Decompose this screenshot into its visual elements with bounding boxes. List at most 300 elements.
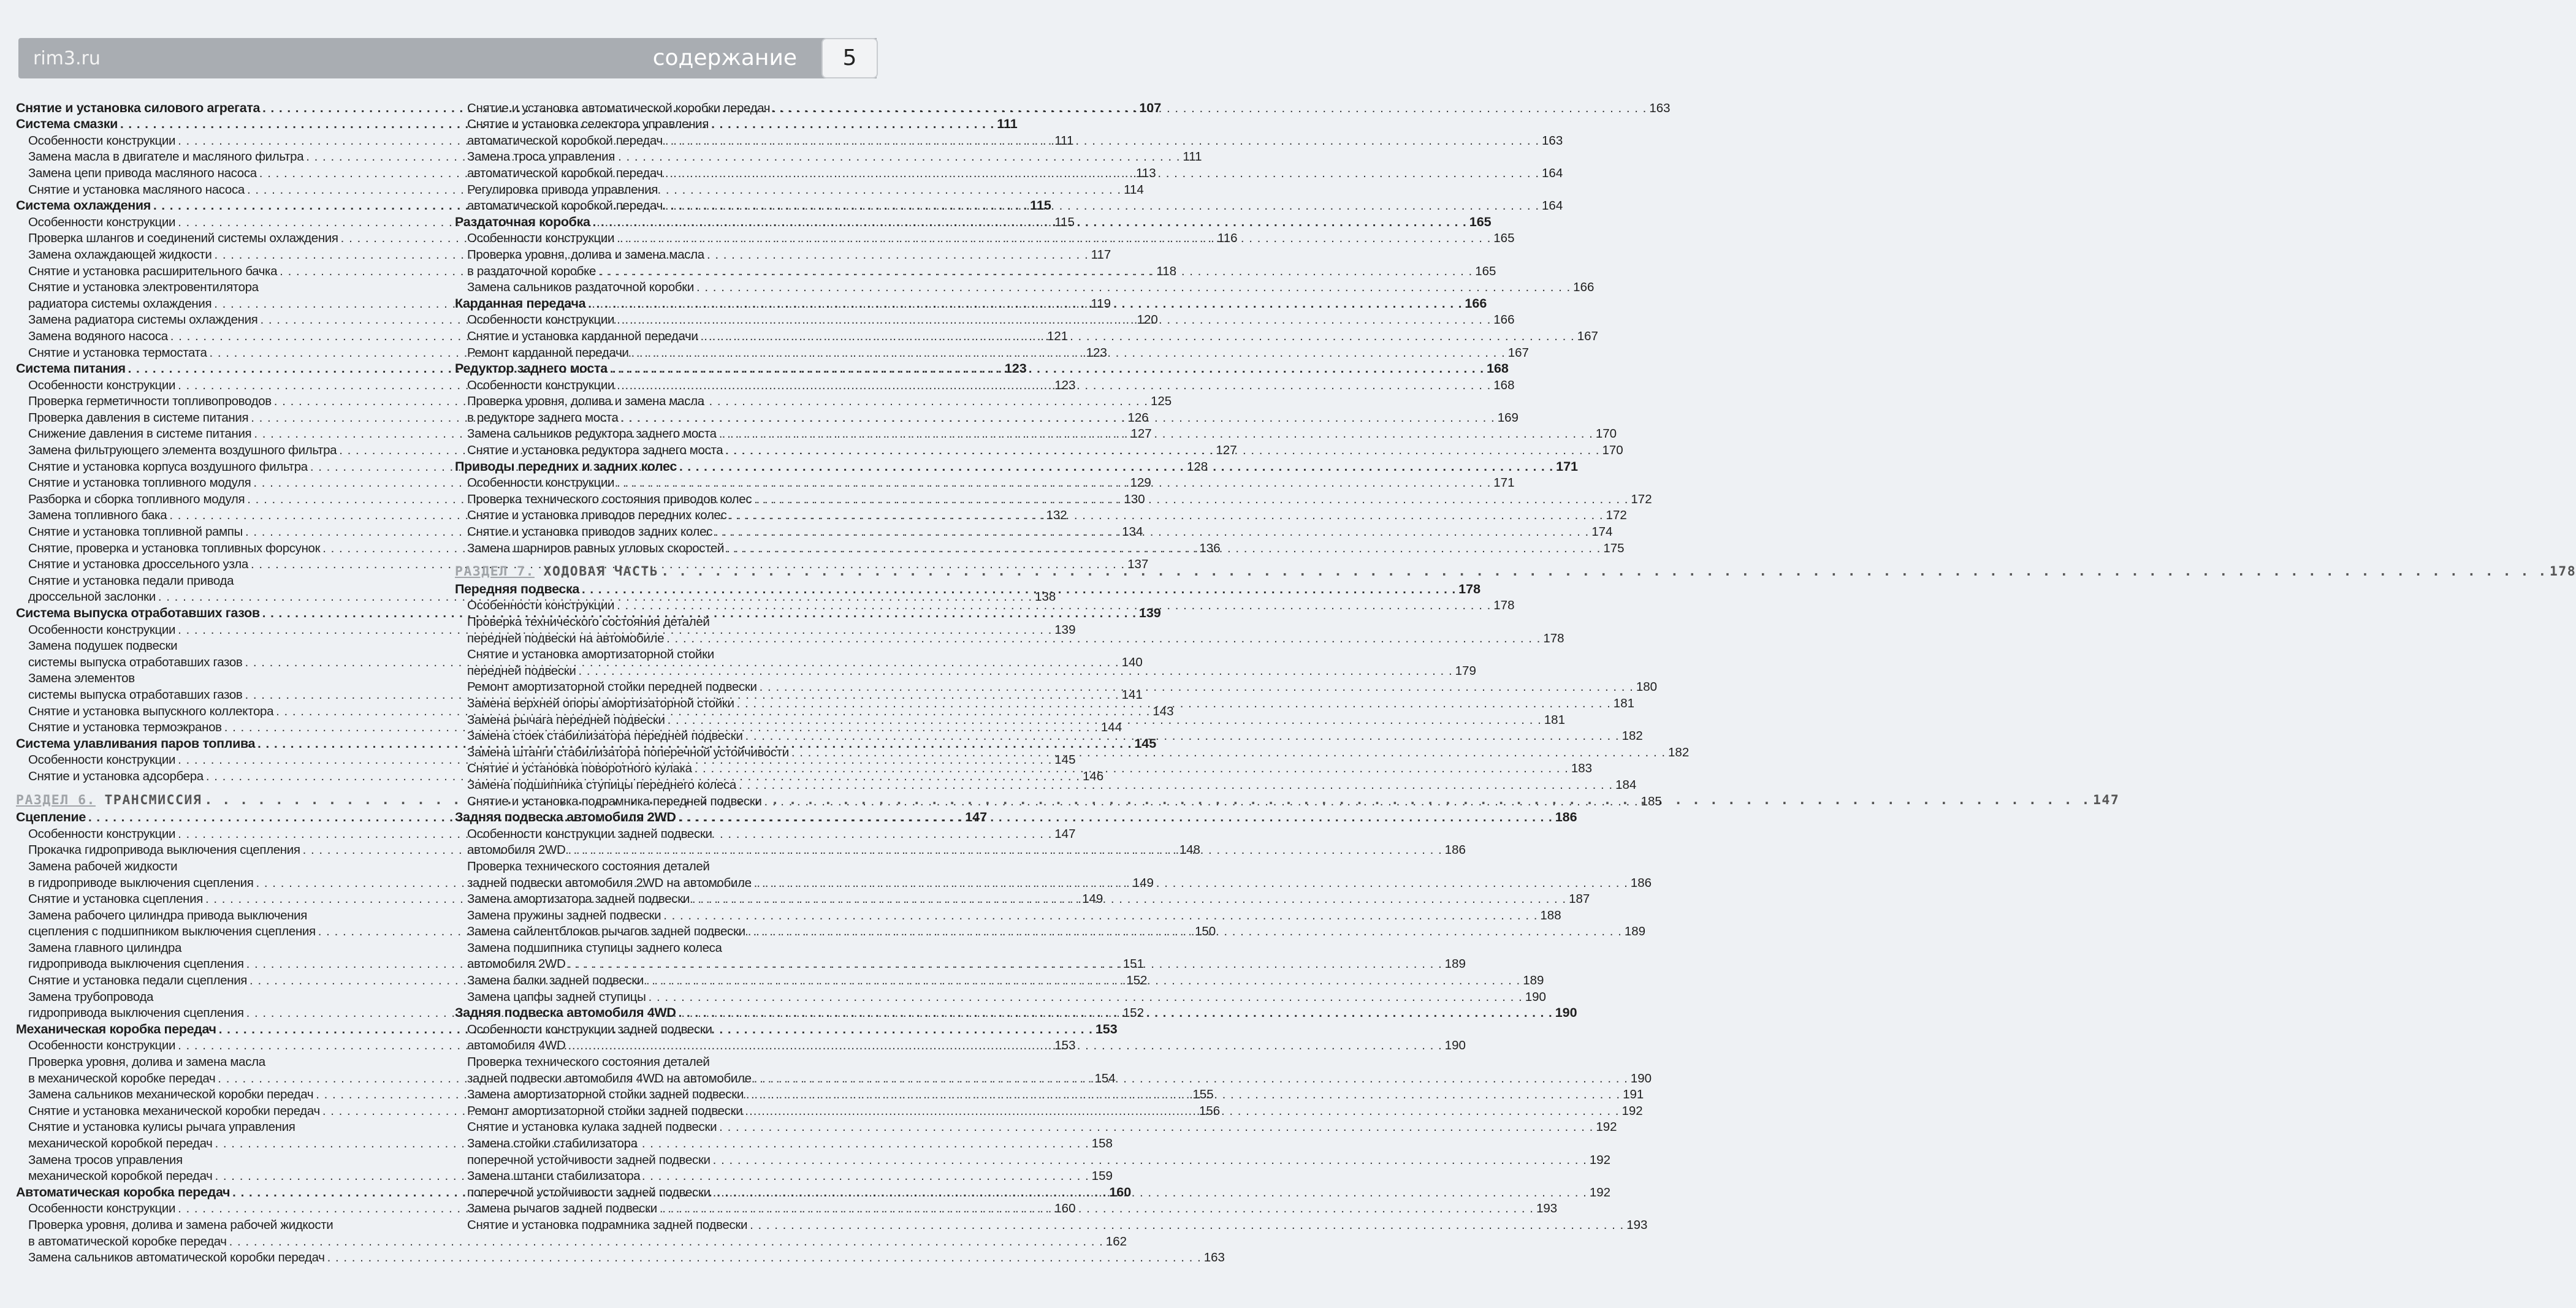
toc-entry-title: Система охлаждения — [16, 198, 151, 213]
toc-entry-title: Замена рычага передней подвески — [467, 712, 665, 727]
toc-page-number: 163 — [1542, 133, 1563, 148]
toc-subentry — [455, 825, 868, 842]
toc-page-number: 178 — [2549, 564, 2576, 580]
toc-leader-dots — [590, 215, 1469, 230]
toc-page-number: 125 — [1150, 394, 1172, 409]
toc-entry-title: Замена амортизаторной стойки задней подвески — [467, 1087, 744, 1102]
toc-leader-dots — [614, 598, 1493, 613]
toc-entry-title: Замена подшипника ступицы заднего колеса — [467, 940, 722, 955]
toc-entry-title: передней подвески на автомобиле — [467, 631, 665, 645]
toc-leader-dots — [723, 443, 1602, 458]
toc-page-number: 169 — [1497, 410, 1519, 425]
toc-subentry — [16, 988, 424, 1005]
toc-entry-title: механической коробкой передач — [28, 1136, 213, 1150]
toc-page-number: 193 — [1536, 1201, 1558, 1216]
toc-page-number: 117 — [1091, 247, 1111, 262]
toc-entry-title: в редукторе заднего моста — [467, 410, 619, 425]
toc-entry-title: Особенности конструкции — [28, 215, 176, 229]
toc-page-number: 115 — [1030, 198, 1051, 213]
toc-entry-title: Снятие и установка масляного насоса — [28, 182, 245, 197]
toc-page-number: 190 — [1525, 989, 1546, 1004]
toc-entry-title: Проверка технического состояния деталей — [467, 859, 710, 873]
toc-entry-title: Редуктор заднего моста — [455, 361, 608, 376]
toc-page-number: 167 — [1577, 329, 1598, 343]
toc-entry-title: в раздаточной коробке — [467, 264, 596, 278]
toc-leader-dots — [596, 264, 1475, 279]
toc-entry-title: Снятие и установка амортизаторной стойки — [467, 647, 714, 662]
toc-page-number: 190 — [1630, 1071, 1652, 1086]
toc-leader-dots — [711, 1152, 1590, 1168]
toc-subentry — [16, 670, 424, 686]
toc-page-number: 178 — [1543, 631, 1564, 645]
toc-page-number: 166 — [1465, 295, 1487, 311]
toc-leader-dots — [747, 1217, 1626, 1233]
toc-page-number: 166 — [1573, 280, 1595, 295]
toc-entry-title: Снятие и установка выпускного коллектора — [28, 704, 274, 718]
toc-leader-dots — [694, 279, 1573, 295]
toc-page-number: 186 — [1555, 810, 1577, 825]
toc-entry-title: Замена пружины задней подвески — [467, 908, 661, 922]
toc-entry-title: Ремонт карданной передачи — [467, 345, 629, 360]
toc-page-number: 190 — [1555, 1005, 1577, 1021]
toc-page-number: 126 — [1127, 410, 1149, 425]
toc-page-number: 111 — [1054, 133, 1074, 148]
toc-leader-dots — [736, 777, 1615, 793]
toc-entry-title: гидропривода выключения сцепления — [28, 1006, 244, 1021]
toc-page-number: 156 — [1199, 1103, 1221, 1118]
toc-leader-dots — [663, 198, 1542, 213]
toc-page-number: 182 — [1668, 745, 1690, 759]
toc-entry-title: Снятие и установка кулисы рычага управления — [28, 1120, 295, 1135]
toc-leader-dots — [566, 842, 1445, 857]
toc-subentry — [455, 988, 1546, 1005]
toc-page-number: 181 — [1544, 712, 1565, 727]
toc-entry-title: Замена цапфы задней ступицы — [467, 989, 646, 1004]
section-title: содержание — [652, 45, 797, 70]
toc-entry-title: механической коробкой передач — [28, 1169, 213, 1184]
toc-page-number: 166 — [1493, 313, 1515, 327]
toc-page-number: 128 — [1186, 459, 1208, 474]
toc-entry-title: Приводы передних и задних колес — [455, 458, 677, 474]
toc-leader-dots — [608, 361, 1487, 376]
toc-page-number: 111 — [997, 116, 1018, 132]
toc-entry-title: Снятие и установка электровентилятора — [28, 280, 259, 295]
toc-leader-dots — [566, 1038, 1445, 1053]
toc-entry-title: Снятие и установка термостата — [28, 345, 207, 360]
toc-entry-title: передней подвески — [467, 663, 576, 678]
toc-entry-title: Система питания — [16, 361, 126, 376]
toc-leader-dots — [614, 378, 1493, 393]
toc-entry-title: Замена трубопровода — [28, 989, 154, 1004]
toc-page-number: 193 — [1626, 1217, 1648, 1232]
toc-entry-title: Проверка уровня, долива и замена масла — [28, 1055, 265, 1070]
toc-page-number: 116 — [1217, 231, 1238, 246]
toc-leader-dots — [619, 410, 1498, 425]
toc-leader-dots — [752, 492, 1631, 507]
toc-page-number: 165 — [1469, 214, 1492, 229]
toc-leader-dots — [227, 1234, 1106, 1249]
toc-entry-title: автомобиля 4WD — [467, 1038, 566, 1053]
toc-entry-title: Снятие и установка приводов передних колес — [467, 508, 727, 523]
toc-entry-title: Проверка давления в системе питания — [28, 410, 249, 425]
toc-leader-dots — [663, 165, 1542, 181]
toc-subentry — [455, 907, 1561, 923]
toc-entry-title: Прокачка гидропривода выключения сцепления — [28, 843, 300, 857]
toc-leader-dots — [717, 426, 1596, 441]
toc-entry-title: Проверка технического состояния деталей — [467, 1055, 710, 1070]
toc-subentry — [455, 1021, 868, 1037]
toc-entry-title: Замена подушек подвески — [28, 639, 178, 653]
toc-leader-dots — [579, 582, 1458, 597]
toc-page-number: 172 — [1631, 492, 1652, 506]
toc-subentry — [455, 857, 868, 874]
toc-entry-title: Снятие и установка термоэкранов — [28, 720, 222, 735]
toc-entry-title: Замена топливного бака — [28, 508, 167, 523]
toc-entry-title: Проверка уровня, долива и замена масла — [467, 247, 704, 262]
toc-entry-title: Снятие и установка корпуса воздушного фильтра — [28, 459, 308, 474]
toc-subentry — [455, 793, 1662, 809]
toc-page-number: 186 — [1630, 875, 1652, 890]
toc-page-number: 139 — [1138, 606, 1161, 620]
toc-page-number: 189 — [1523, 973, 1544, 988]
toc-page-number: 115 — [1054, 215, 1075, 229]
toc-page-number: 152 — [1126, 973, 1148, 988]
toc-page-number: 154 — [1094, 1071, 1116, 1086]
site-name: rim3.ru — [33, 48, 101, 69]
toc-entry-title: Разборка и сборка топливного модуля — [28, 492, 245, 506]
toc-entry-title: Замена верхней опоры амортизаторной стойки — [467, 696, 734, 710]
toc-page-number: 137 — [1127, 557, 1149, 572]
toc-entry-title: Снятие и установка поворотного кулака — [467, 761, 692, 776]
toc-page-number: 127 — [1130, 427, 1152, 441]
toc-page-number: 178 — [1458, 581, 1481, 596]
toc-leader-dots — [657, 1201, 1536, 1216]
toc-page-number: 164 — [1542, 199, 1563, 213]
toc-entry-title: Система смазки — [16, 116, 118, 132]
toc-subentry — [16, 907, 424, 923]
toc-subentry — [16, 939, 424, 956]
toc-entry-title: автомобиля 2WD — [467, 843, 566, 857]
toc-subentry — [16, 637, 424, 654]
toc-page-number: 120 — [1137, 313, 1158, 327]
toc-page-number: 140 — [1121, 655, 1143, 669]
toc-subentry — [455, 246, 868, 262]
toc-leader-dots — [770, 101, 1649, 116]
toc-page-number: 175 — [1603, 541, 1625, 555]
toc-page-number: 111 — [1183, 150, 1202, 164]
toc-page-number: 190 — [1444, 1038, 1466, 1053]
toc-page-number: 165 — [1475, 264, 1496, 278]
toc-leader-dots — [752, 1071, 1631, 1086]
toc-subentry — [455, 279, 1595, 295]
toc-entry-title: Замена сальников раздаточной коробки — [467, 280, 695, 295]
toc-page-number: 158 — [1091, 1136, 1113, 1150]
toc-page-number: 149 — [1082, 892, 1103, 907]
toc-section-name: ТРАНСМИССИЯ — [96, 792, 202, 808]
toc-entry-title: Снятие и установка сцепления — [28, 892, 203, 907]
toc-leader-dots — [566, 956, 1445, 971]
toc-entry-title: Замена масла в двигателе и масляного фильтра — [28, 150, 304, 164]
toc-entry-title: Снятие и установка кулака задней подвески — [467, 1120, 717, 1135]
toc-subentry — [455, 148, 868, 165]
toc-section-title — [16, 793, 202, 808]
toc-page-number: 146 — [1083, 769, 1104, 783]
toc-entry-title: Особенности конструкции — [467, 476, 615, 490]
toc-entry-title: задней подвески автомобиля 4WD на автомобиле — [467, 1071, 752, 1086]
toc-entry-title: Замена стоек стабилизатора передней подвески — [467, 729, 743, 743]
toc-page-number: 171 — [1493, 476, 1515, 490]
toc-subentry — [16, 572, 424, 588]
toc-entry-title: Снятие и установка механической коробки передач — [28, 1103, 320, 1118]
toc-subentry — [455, 181, 868, 197]
toc-entry-title: Проверка уровня, долива и замена рабочей жидкости — [28, 1217, 333, 1232]
toc-subentry — [16, 1119, 424, 1135]
toc-page-number: 163 — [1649, 101, 1671, 115]
toc-page-number: 127 — [1216, 443, 1237, 458]
toc-page-number: 159 — [1091, 1169, 1113, 1184]
toc-section-number: РАЗДЕЛ 7. — [455, 564, 535, 580]
toc-leader-dots — [644, 973, 1523, 988]
toc-entry-title: Замена стойки стабилизатора — [467, 1136, 638, 1150]
toc-entry-title: Сцепление — [16, 810, 86, 825]
toc-subentry — [455, 613, 868, 629]
toc-entry-title: Особенности конструкции задней подвески — [467, 826, 712, 841]
toc-entry-title: Задняя подвеска автомобиля 4WD — [455, 1005, 676, 1021]
toc-leader-dots — [663, 133, 1542, 148]
toc-subentry — [455, 1151, 1611, 1168]
toc-entry-title: Особенности конструкции — [28, 1038, 176, 1053]
toc-leader-dots — [789, 745, 1668, 760]
toc-leader-dots — [676, 1005, 1555, 1021]
toc-leader-dots — [761, 794, 1640, 809]
toc-entry-title: в механической коробке передач — [28, 1071, 216, 1086]
toc-subentry — [455, 1135, 868, 1151]
toc-page-number: 170 — [1602, 443, 1623, 458]
toc-entry-title: Снятие и установка педали привода — [28, 573, 234, 588]
toc-page-number: 155 — [1192, 1087, 1214, 1102]
toc-page-number: 162 — [1105, 1234, 1127, 1249]
toc-leader-dots — [629, 345, 1508, 360]
toc-leader-dots — [712, 524, 1591, 539]
toc-entry-title: Особенности конструкции — [28, 1201, 176, 1216]
toc-page-number: 150 — [1194, 924, 1216, 939]
toc-page-number: 141 — [1121, 687, 1143, 702]
toc-entry-title: Особенности конструкции — [467, 313, 615, 327]
toc-entry-title: Особенности конструкции — [28, 753, 176, 767]
toc-section-name: ХОДОВАЯ ЧАСТЬ — [535, 564, 659, 580]
toc-page-number: 178 — [1493, 598, 1515, 613]
toc-entry-title: Замена штанги стабилизатора поперечной устойчивости — [467, 745, 789, 759]
toc-page-number: 132 — [1046, 508, 1067, 523]
toc-page-number: 185 — [1640, 794, 1662, 808]
toc-page-number: 138 — [1035, 590, 1056, 604]
toc-page-number: 168 — [1486, 361, 1509, 376]
toc-entry-title: Проверка герметичности топливопроводов — [28, 394, 272, 409]
toc-section-number: РАЗДЕЛ 6. — [16, 792, 96, 808]
toc-leader-dots — [698, 329, 1577, 344]
toc-subentry — [455, 116, 868, 132]
toc-entry-title: Задняя подвеска автомобиля 2WD — [455, 810, 676, 825]
toc-entry-title: дроссельной заслонки — [28, 590, 156, 604]
toc-leader-dots — [742, 1103, 1621, 1119]
toc-entry-title: Ремонт амортизаторной стойки задней подвески — [467, 1103, 743, 1118]
toc-entry-title: Замена шарниров равных угловых скоростей — [467, 541, 725, 555]
toc-entry-title: Замена штанги стабилизатора — [467, 1169, 641, 1184]
toc-entry-title: в гидроприводе выключения сцепления — [28, 875, 254, 890]
toc-leader-dots — [664, 631, 1543, 646]
toc-leader-dots — [661, 908, 1540, 923]
toc-leader-dots — [585, 296, 1465, 311]
toc-page-number: 145 — [1134, 736, 1157, 751]
toc-page-number: 165 — [1493, 231, 1515, 246]
toc-entry-title: Замена охлаждающей жидкости — [28, 247, 212, 262]
toc-entry-title: Замена сальников механической коробки передач — [28, 1087, 314, 1102]
toc-leader-dots — [576, 663, 1455, 679]
toc-entry-title: Снятие и установка расширительного бачка — [28, 264, 278, 278]
toc-page-number: 114 — [1124, 182, 1144, 197]
toc-page-number: 192 — [1589, 1185, 1611, 1200]
toc-page-number: 139 — [1054, 622, 1076, 637]
toc-page-number: 168 — [1493, 378, 1515, 392]
toc-subentry — [455, 1119, 1617, 1135]
toc-entry-title: Замена балки задней подвески — [467, 973, 644, 988]
toc-leader-dots — [690, 891, 1569, 907]
toc-entry-title: Снятие и установка редуктора заднего моста — [467, 443, 723, 458]
toc-page-number: 153 — [1095, 1021, 1118, 1036]
toc-page-number: 119 — [1091, 296, 1111, 311]
toc-leader-dots — [665, 712, 1544, 728]
toc-entry-title: радиатора системы охлаждения — [28, 296, 212, 311]
toc-leader-dots — [752, 875, 1631, 891]
toc-entry-title: Замена амортизатора задней подвески — [467, 892, 690, 907]
toc-leader-dots — [745, 924, 1625, 939]
toc-subentry — [455, 939, 868, 956]
toc-entry-title: Замена подшипника ступицы переднего колеса — [467, 777, 736, 792]
toc-entry-title: системы выпуска отработавших газов — [28, 687, 243, 702]
toc-page-number: 118 — [1156, 264, 1177, 278]
toc-page-number: 152 — [1122, 1006, 1144, 1021]
toc-page-number: 123 — [1054, 378, 1076, 392]
toc-entry-title: Система выпуска отработавших газов — [16, 606, 260, 620]
toc-subentry — [455, 393, 868, 409]
toc-leader-dots — [757, 679, 1636, 694]
toc-page-number: 153 — [1054, 1038, 1076, 1053]
toc-entry-title: Снятие и установка силового агрегата — [16, 100, 261, 115]
toc-entry-title: автоматической коробкой передач — [467, 199, 663, 213]
toc-leader-dots — [724, 541, 1603, 556]
toc-page-number: 107 — [1139, 100, 1162, 115]
page-header — [18, 38, 877, 78]
toc-leader-dots — [614, 230, 1493, 246]
toc-subentry — [16, 1216, 424, 1233]
toc-page-number: 192 — [1621, 1103, 1643, 1118]
toc-subentry — [455, 1216, 1648, 1233]
toc-entry-title: Проверка технического состояния деталей — [467, 615, 710, 629]
toc-page-number: 149 — [1132, 875, 1154, 890]
toc-page-number: 160 — [1109, 1184, 1132, 1200]
toc-page-number: 183 — [1571, 761, 1593, 776]
toc-page-number: 147 — [965, 810, 988, 825]
toc-entry-title: Снятие и установка дроссельного узла — [28, 557, 248, 572]
toc-subentry — [455, 1053, 868, 1070]
toc-leader-dots — [676, 810, 1555, 825]
toc-entry-title: Замена главного цилиндра — [28, 940, 182, 955]
toc-leader-dots — [325, 1250, 1204, 1265]
toc-entry-title: Замена рычагов задней подвески — [467, 1201, 657, 1216]
toc-subentry — [16, 1249, 1225, 1266]
toc-entry-title: Замена цепи привода масляного насоса — [28, 165, 257, 180]
toc-entry-title: Карданная передача — [455, 295, 586, 311]
toc-entry-title: Особенности конструкции — [28, 378, 176, 392]
toc-leader-dots — [744, 1087, 1623, 1102]
toc-entry-title: Снятие и установка приводов задних колес — [467, 525, 713, 539]
toc-page-number: 144 — [1100, 720, 1122, 735]
toc-page-number: 143 — [1153, 704, 1174, 718]
toc-page-number: 189 — [1444, 957, 1466, 971]
toc-page-number: 181 — [1613, 696, 1635, 710]
toc-page-number: 163 — [1203, 1250, 1225, 1265]
toc-entry-title: Снятие и установка подрамника задней подвески — [467, 1217, 748, 1232]
toc-page-number: 121 — [1046, 329, 1069, 343]
toc-entry-title: Особенности конструкции — [28, 622, 176, 637]
toc-page-number: 180 — [1636, 680, 1658, 694]
toc-entry-title: Замена сальников автоматической коробки передач — [28, 1250, 325, 1265]
toc-subentry — [16, 857, 424, 874]
toc-page-number: 147 — [2092, 792, 2120, 808]
toc-subentry — [16, 1053, 424, 1070]
toc-entry-title: Механическая коробка передач — [16, 1021, 216, 1036]
toc-entry-title: Особенности конструкции задней подвески — [467, 1022, 712, 1036]
toc-page-number: 187 — [1569, 892, 1590, 907]
toc-page-number: 184 — [1615, 777, 1637, 792]
toc-entry-title: Замена рабочей жидкости — [28, 859, 178, 873]
toc-page-number: 188 — [1540, 908, 1561, 922]
toc-page-number: 123 — [1086, 345, 1107, 360]
toc-entry-title: Проверка уровня, долива и замена масла — [467, 394, 704, 409]
toc-page-number: 182 — [1621, 729, 1643, 743]
toc-leader-dots — [726, 508, 1606, 523]
toc-page-number: 174 — [1591, 525, 1613, 539]
toc-page-number: 123 — [1004, 361, 1027, 376]
toc-page-number: 134 — [1122, 525, 1143, 539]
toc-entry-title: в автоматической коробке передач — [28, 1234, 227, 1249]
toc-entry-title: Раздаточная коробка — [455, 214, 590, 229]
toc-entry-title: Особенности конструкции — [467, 598, 615, 613]
toc-entry-title: Проверка технического состояния приводов колес — [467, 492, 752, 506]
toc-entry-title: Снятие и установка топливного модуля — [28, 476, 251, 490]
toc-page-number: 179 — [1455, 663, 1476, 678]
toc-page-number: 189 — [1624, 924, 1646, 939]
toc-entry-title: Замена фильтрующего элемента воздушного фильтра — [28, 443, 337, 458]
toc-entry-title: Замена рабочего цилиндра привода выключения — [28, 908, 308, 922]
toc-page-number: 151 — [1122, 957, 1144, 971]
toc-entry-title: Ремонт амортизаторной стойки передней подвески — [467, 680, 757, 694]
toc-entry-title: задней подвески автомобиля 2WD на автомобиле — [467, 875, 752, 890]
toc-leader-dots — [646, 989, 1525, 1005]
toc-page-number: 145 — [1054, 753, 1076, 767]
toc-page-number: 171 — [1556, 458, 1578, 474]
toc-entry-title: поперечной устойчивости задней подвески — [467, 1185, 711, 1200]
toc-entry-title: Особенности конструкции — [467, 231, 615, 246]
toc-page-number: 192 — [1589, 1152, 1611, 1167]
toc-entry-title: сцепления с подшипником выключения сцепления — [28, 924, 316, 939]
toc-entry-title: Передняя подвеска — [455, 581, 580, 596]
toc-page-number: 136 — [1199, 541, 1221, 555]
toc-entry-title: Снятие и установка подрамника передней подвески — [467, 794, 762, 808]
toc-leader-dots — [677, 459, 1556, 474]
toc-page-number: 191 — [1623, 1087, 1644, 1102]
toc-entry-title: поперечной устойчивости задней подвески — [467, 1152, 711, 1167]
